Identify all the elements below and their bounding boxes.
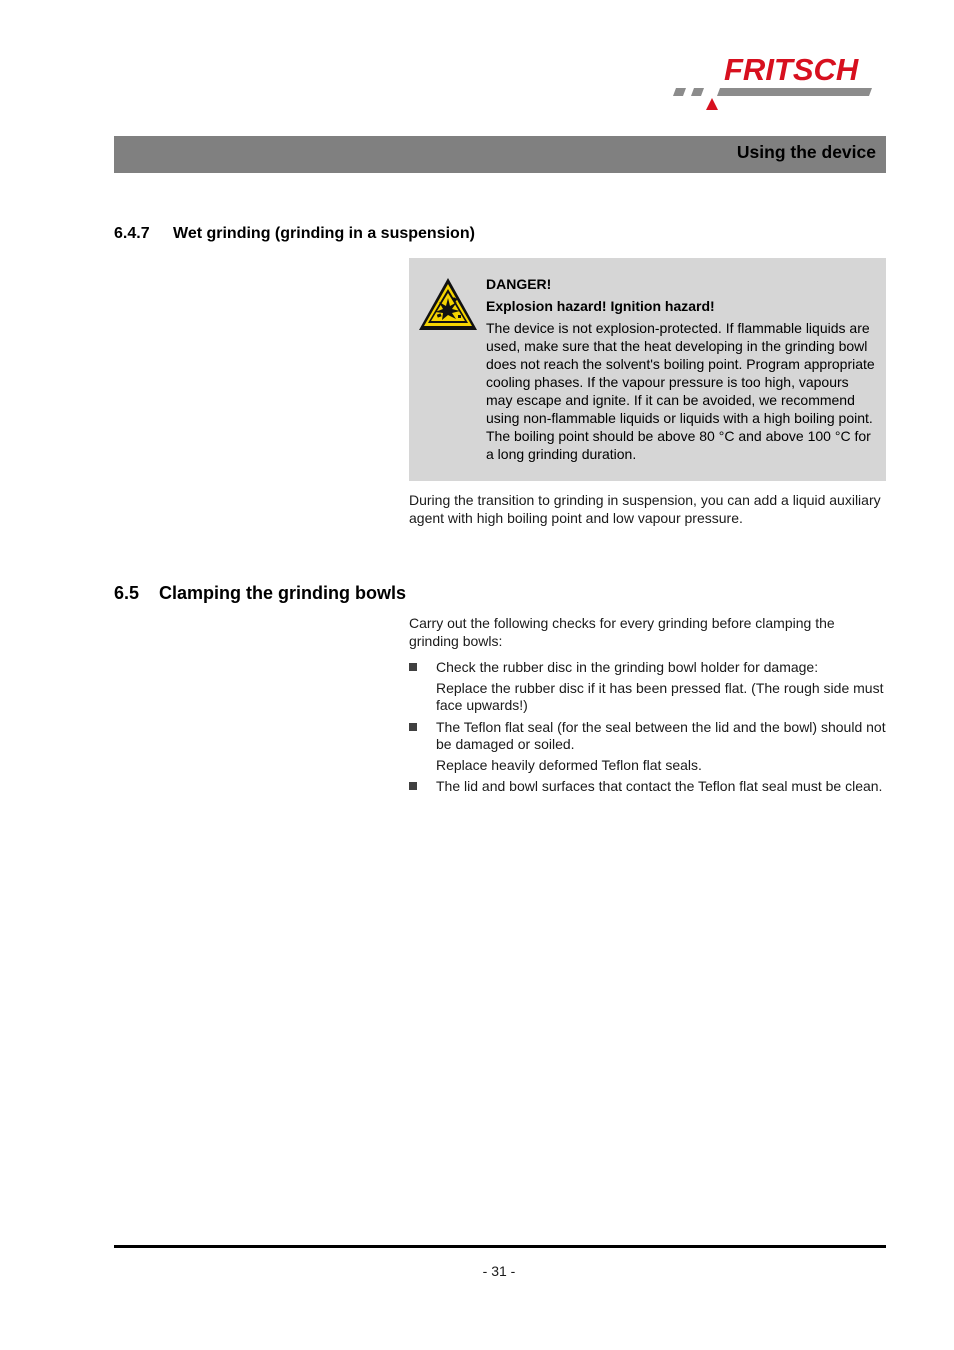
list-item-subtext: Replace heavily deformed Teflon flat seals. (436, 756, 702, 773)
list-item-text: The lid and bowl surfaces that contact the Teflon flat seal must be clean. (436, 778, 883, 794)
wet-grinding-paragraph: During the transition to grinding in suspension, you can add a liquid auxiliary agent with high boiling point and low vapour pressure. (409, 492, 881, 526)
list-item (409, 659, 886, 715)
fritsch-logo (668, 52, 888, 112)
section-header-bar (114, 136, 886, 173)
square-bullet-icon (409, 782, 417, 790)
explosion-hazard-icon (417, 276, 479, 332)
signal-word: DANGER! (486, 276, 552, 292)
checklist (409, 659, 886, 800)
list-item-text: The Teflon flat seal (for the seal between the lid and the bowl) should not be damaged or soiled. (436, 718, 886, 752)
list-item-subtext: Replace the rubber disc if it has been pressed flat. (The rough side must face upwards!) (436, 679, 884, 713)
danger-warning-box (409, 258, 886, 481)
heading-number: 6.5 (114, 583, 140, 603)
warning-text-block (486, 275, 878, 463)
heading-clamping (114, 583, 406, 604)
hazard-type: Explosion hazard! Ignition hazard! (486, 298, 715, 314)
list-item-text: Check the rubber disc in the grinding bowl holder for damage: (436, 659, 819, 675)
brand-name: FRITSCH (724, 52, 859, 87)
footer-rule (114, 1245, 886, 1248)
clamping-intro: Carry out the following checks for every grinding before clamping the grinding bowls: (409, 615, 835, 649)
heading-title: Clamping the grinding bowls (159, 583, 406, 603)
section-title: Using the device (736, 142, 876, 162)
list-item (409, 719, 886, 775)
warning-description: The device is not explosion-protected. If flammable liquids are used, make sure that the heat developing in the grinding bowl does not reach the solvent's boiling point. Program appropriate cooling phases. If the vapour pressure is too high, vapours may escape and ignite. If it can be avoided, we recommend using non-flammable liquids or liquids with a high boiling point. The boiling point should be above 80 °C and above 100 °C for a long grinding duration. (486, 320, 875, 462)
heading-title: Wet grinding (grinding in a suspension) (173, 225, 475, 242)
square-bullet-icon (409, 723, 417, 731)
list-item (409, 778, 886, 796)
heading-number: 6.4.7 (114, 225, 150, 242)
page-number: - 31 - (482, 1263, 516, 1279)
heading-wet-grinding (114, 225, 475, 243)
square-bullet-icon (409, 663, 417, 671)
